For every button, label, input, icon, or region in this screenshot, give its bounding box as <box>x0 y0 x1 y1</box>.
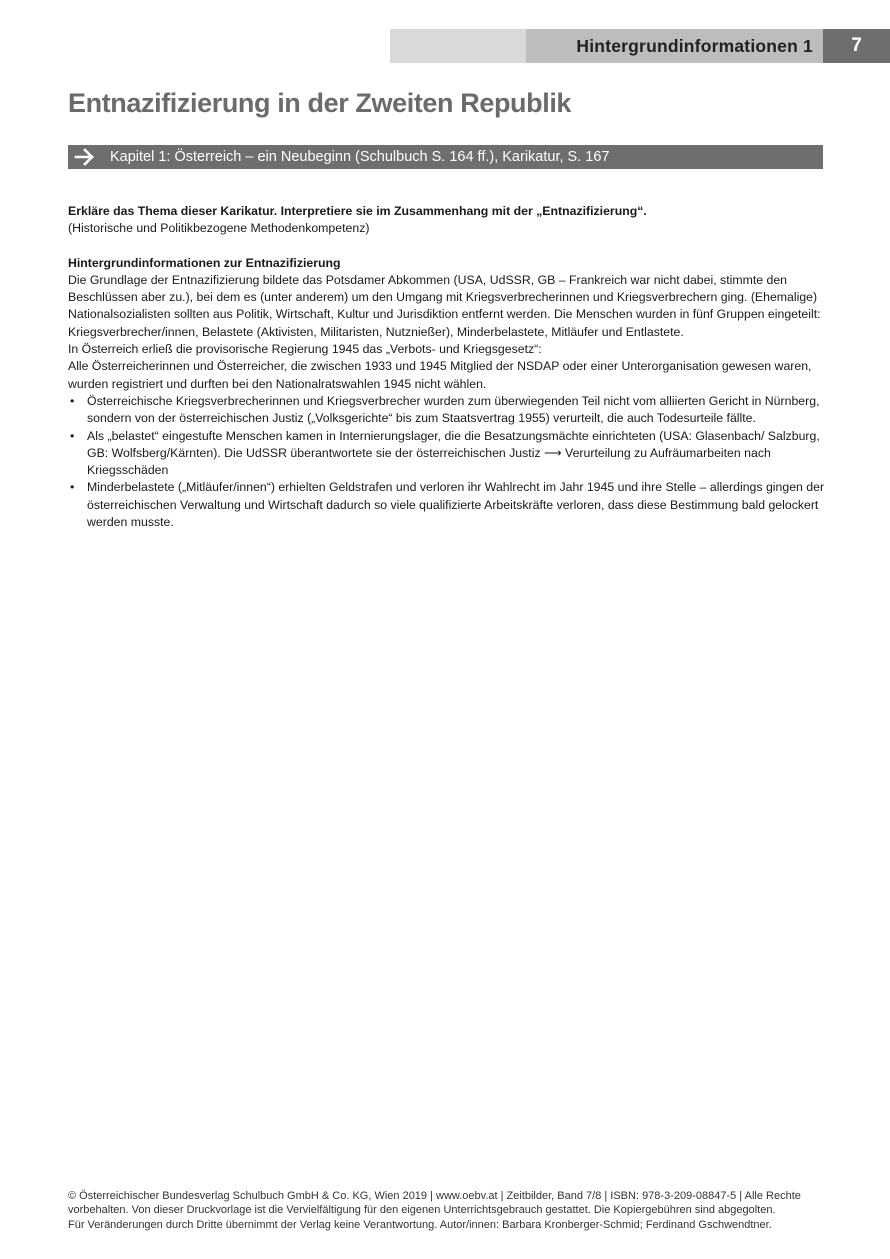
main-content <box>68 203 826 531</box>
bullet-list <box>68 393 826 531</box>
background-paragraph-1: Die Grundlage der Entnazifizierung bildete das Potsdamer Abkommen (USA, UdSSR, GB – Frankreich war nicht dabei, stimmte den Beschlüssen aber zu.), bei dem es (unter anderem) um den Umgang mit Kriegsverbrecherinnen und Kriegsverbrechern ging. (Ehemalige) Nationalsozialisten sollten aus Politik, Wirtschaft, Kultur und Jurisdiktion entfernt werden. Die Menschen wurden in fünf Gruppen eingeteilt: Kriegsverbrecher/innen, Belastete (Aktivisten, Militaristen, Nutznießer), Minderbelastete, Mitläufer und Entlastete. <box>68 272 821 339</box>
bullet-item: • Österreichische Kriegsverbrecherinnen und Kriegsverbrecher wurden zum überwiegenden Teil nicht vom alliierten Gericht in Nürnberg, sondern von der österreichischen Justiz („Volksgerichte“ bis zum Staatsvertrag 1955) verurteilt, die auch Todesurteile fällte. <box>68 393 826 428</box>
task-instruction: Erkläre das Thema dieser Karikatur. Interpretiere sie im Zusammenhang mit der „Entnazifizierung“. <box>68 204 647 218</box>
bullet-item: • Als „belastet“ eingestufte Menschen kamen in Internierungslager, die die Besatzungsmächte einrichteten (USA: Glasenbach/ Salzburg, GB: Wolfsberg/Kärnten). Die UdSSR überantwortete sie der österreichischen Justiz ⟶ Verurteilung zu Aufräumarbeiten nach Kriegsschäden <box>68 428 826 480</box>
footer-line: vorbehalten. Von dieser Druckvorlage ist die Vervielfältigung für den eigenen Unterrichtsgebrauch gestattet. Die Kopiergebühren sind abgegolten. <box>68 1204 776 1217</box>
task-competence: (Historische und Politikbezogene Methodenkompetenz) <box>68 221 370 236</box>
footer-copyright <box>68 1189 828 1232</box>
background-heading: Hintergrundinformationen zur Entnazifizierung <box>68 255 341 270</box>
spacer <box>68 238 826 255</box>
chapter-reference-bar <box>68 145 823 169</box>
chapter-reference-text: Kapitel 1: Österreich – ein Neubeginn (Schulbuch S. 164 ff.), Karikatur, S. 167 <box>110 149 610 165</box>
arrow-right-icon <box>74 147 96 167</box>
footer-line: Für Veränderungen durch Dritte übernimmt der Verlag keine Verantwortung. Autor/innen: Barbara Kronberger-Schmid; Ferdinand Gschwendtner. <box>68 1218 772 1231</box>
page-number: 7 <box>851 35 862 56</box>
background-paragraph-3: Alle Österreicherinnen und Österreicher, die zwischen 1933 und 1945 Mitglied der NSDAP oder einer Unterorganisation gewesen waren, wurden registriert und durften bei den Nationalratswahlen 1945 nicht wählen. <box>68 359 812 391</box>
footer-line: © Österreichischer Bundesverlag Schulbuch GmbH & Co. KG, Wien 2019 | www.oebv.at | Zeitbilder, Band 7/8 | ISBN: 978-3-209-08847-5 | Alle Rechte <box>68 1190 801 1202</box>
header-section-bar <box>526 29 823 63</box>
header-section-label: Hintergrundinformationen 1 <box>576 35 813 56</box>
header-decor-block <box>390 29 526 63</box>
page-number-box <box>823 29 890 63</box>
background-paragraph-2: In Österreich erließ die provisorische Regierung 1945 das „Verbots- und Kriegsgesetz“: <box>68 342 542 357</box>
page-title: Entnazifizierung in der Zweiten Republik <box>68 88 572 118</box>
bullet-item: • Minderbelastete („Mitläufer/innen“) erhielten Geldstrafen und verloren ihr Wahlrecht im Jahr 1945 und ihre Stelle – allerdings gingen der österreichischen Verwaltung und Wirtschaft dadurch so viele qualifizierte Arbeitskräfte verloren, dass diese Bestimmung bald gelockert werden musste. <box>68 479 826 531</box>
